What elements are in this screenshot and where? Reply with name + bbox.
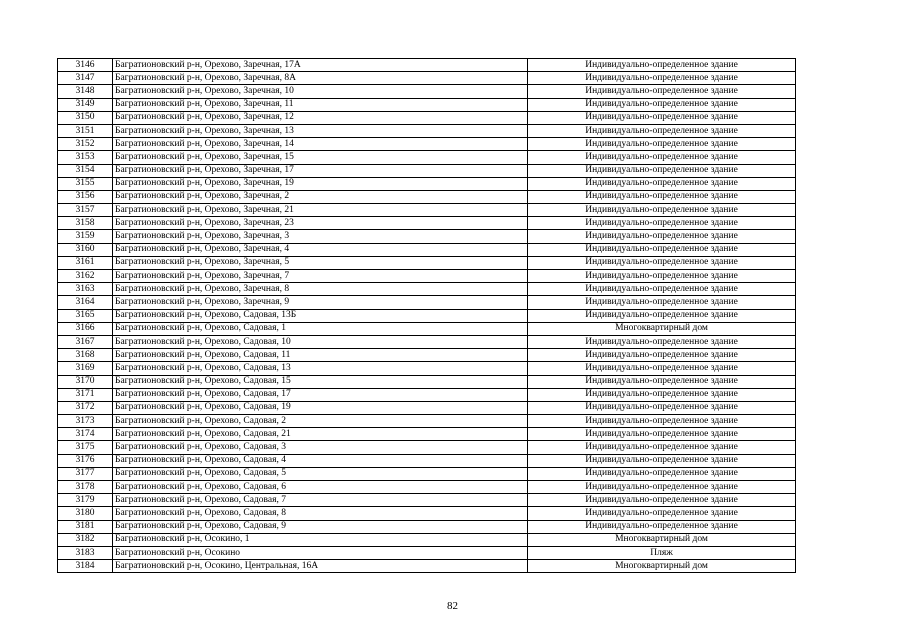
row-number: 3177	[58, 467, 113, 480]
table-row	[58, 177, 796, 190]
row-object-type: Индивидуально-определенное здание	[528, 270, 796, 283]
row-object-type: Индивидуально-определенное здание	[528, 151, 796, 164]
row-number: 3149	[58, 98, 113, 111]
row-object-type: Индивидуально-определенное здание	[528, 520, 796, 533]
row-number: 3171	[58, 388, 113, 401]
table-row	[58, 230, 796, 243]
table-row	[58, 454, 796, 467]
row-number: 3179	[58, 494, 113, 507]
table-row	[58, 335, 796, 348]
row-number: 3165	[58, 309, 113, 322]
table-row	[58, 428, 796, 441]
row-number: 3155	[58, 177, 113, 190]
row-number: 3176	[58, 454, 113, 467]
row-address: Багратионовский р-н, Орехово, Садовая, 21	[113, 428, 528, 441]
row-object-type: Индивидуально-определенное здание	[528, 204, 796, 217]
row-address: Багратионовский р-н, Орехово, Заречная, 14	[113, 138, 528, 151]
row-address: Багратионовский р-н, Орехово, Заречная, 8А	[113, 72, 528, 85]
row-address: Багратионовский р-н, Орехово, Садовая, 4	[113, 454, 528, 467]
row-address: Багратионовский р-н, Орехово, Заречная, 5	[113, 256, 528, 269]
row-address: Багратионовский р-н, Орехово, Заречная, 8	[113, 283, 528, 296]
row-object-type: Индивидуально-определенное здание	[528, 217, 796, 230]
row-number: 3152	[58, 138, 113, 151]
row-number: 3182	[58, 533, 113, 546]
row-number: 3159	[58, 230, 113, 243]
table-row	[58, 362, 796, 375]
address-table-body	[58, 59, 796, 573]
row-object-type: Индивидуально-определенное здание	[528, 111, 796, 124]
row-number: 3168	[58, 349, 113, 362]
table-row	[58, 481, 796, 494]
row-address: Багратионовский р-н, Орехово, Заречная, 13	[113, 124, 528, 137]
row-object-type: Индивидуально-определенное здание	[528, 72, 796, 85]
row-number: 3162	[58, 270, 113, 283]
row-address: Багратионовский р-н, Орехово, Заречная, 21	[113, 204, 528, 217]
row-number: 3184	[58, 560, 113, 573]
table-row	[58, 533, 796, 546]
row-address: Багратионовский р-н, Орехово, Садовая, 1	[113, 322, 528, 335]
row-object-type: Индивидуально-определенное здание	[528, 375, 796, 388]
row-address: Багратионовский р-н, Орехово, Садовая, 5	[113, 467, 528, 480]
row-number: 3151	[58, 124, 113, 137]
row-address: Багратионовский р-н, Орехово, Садовая, 11	[113, 349, 528, 362]
row-address: Багратионовский р-н, Орехово, Заречная, 19	[113, 177, 528, 190]
row-address: Багратионовский р-н, Орехово, Заречная, 9	[113, 296, 528, 309]
table-row	[58, 560, 796, 573]
table-row	[58, 85, 796, 98]
table-row	[58, 151, 796, 164]
row-address: Багратионовский р-н, Орехово, Заречная, 2	[113, 190, 528, 203]
row-number: 3173	[58, 415, 113, 428]
row-object-type: Индивидуально-определенное здание	[528, 441, 796, 454]
row-number: 3154	[58, 164, 113, 177]
row-number: 3146	[58, 59, 113, 72]
table-row	[58, 401, 796, 414]
table-row	[58, 270, 796, 283]
row-number: 3169	[58, 362, 113, 375]
row-number: 3183	[58, 546, 113, 559]
row-number: 3174	[58, 428, 113, 441]
row-object-type: Индивидуально-определенное здание	[528, 349, 796, 362]
table-row	[58, 375, 796, 388]
table-row	[58, 388, 796, 401]
row-address: Багратионовский р-н, Орехово, Заречная, 11	[113, 98, 528, 111]
table-row	[58, 138, 796, 151]
table-row	[58, 520, 796, 533]
row-address: Багратионовский р-н, Орехово, Заречная, 17	[113, 164, 528, 177]
row-object-type: Индивидуально-определенное здание	[528, 309, 796, 322]
row-address: Багратионовский р-н, Осокино, 1	[113, 533, 528, 546]
row-address: Багратионовский р-н, Орехово, Садовая, 9	[113, 520, 528, 533]
table-row	[58, 283, 796, 296]
table-row	[58, 256, 796, 269]
row-address: Багратионовский р-н, Осокино, Центральная, 16А	[113, 560, 528, 573]
row-number: 3163	[58, 283, 113, 296]
row-object-type: Индивидуально-определенное здание	[528, 98, 796, 111]
row-number: 3153	[58, 151, 113, 164]
table-row	[58, 111, 796, 124]
row-object-type: Индивидуально-определенное здание	[528, 138, 796, 151]
row-number: 3178	[58, 481, 113, 494]
table-row	[58, 59, 796, 72]
row-address: Багратионовский р-н, Орехово, Садовая, 10	[113, 335, 528, 348]
row-number: 3160	[58, 243, 113, 256]
row-address: Багратионовский р-н, Орехово, Садовая, 8	[113, 507, 528, 520]
table-row	[58, 164, 796, 177]
row-number: 3170	[58, 375, 113, 388]
row-number: 3161	[58, 256, 113, 269]
row-address: Багратионовский р-н, Орехово, Садовая, 15	[113, 375, 528, 388]
address-table	[57, 58, 796, 573]
row-address: Багратионовский р-н, Орехово, Заречная, 17А	[113, 59, 528, 72]
row-object-type: Индивидуально-определенное здание	[528, 164, 796, 177]
row-object-type: Пляж	[528, 546, 796, 559]
row-object-type: Индивидуально-определенное здание	[528, 507, 796, 520]
row-address: Багратионовский р-н, Орехово, Садовая, 6	[113, 481, 528, 494]
table-row	[58, 217, 796, 230]
row-object-type: Индивидуально-определенное здание	[528, 415, 796, 428]
table-row	[58, 507, 796, 520]
row-address: Багратионовский р-н, Осокино	[113, 546, 528, 559]
row-object-type: Индивидуально-определенное здание	[528, 362, 796, 375]
row-number: 3172	[58, 401, 113, 414]
table-row	[58, 441, 796, 454]
row-object-type: Индивидуально-определенное здание	[528, 283, 796, 296]
table-row	[58, 494, 796, 507]
row-address: Багратионовский р-н, Орехово, Заречная, 12	[113, 111, 528, 124]
row-object-type: Индивидуально-определенное здание	[528, 243, 796, 256]
row-number: 3147	[58, 72, 113, 85]
row-address: Багратионовский р-н, Орехово, Заречная, 15	[113, 151, 528, 164]
row-object-type: Индивидуально-определенное здание	[528, 388, 796, 401]
table-row	[58, 309, 796, 322]
row-object-type: Многоквартирный дом	[528, 560, 796, 573]
table-row	[58, 243, 796, 256]
row-object-type: Многоквартирный дом	[528, 533, 796, 546]
row-object-type: Индивидуально-определенное здание	[528, 59, 796, 72]
row-number: 3175	[58, 441, 113, 454]
table-row	[58, 296, 796, 309]
table-row	[58, 546, 796, 559]
table-row	[58, 190, 796, 203]
row-address: Багратионовский р-н, Орехово, Садовая, 19	[113, 401, 528, 414]
row-object-type: Индивидуально-определенное здание	[528, 230, 796, 243]
row-object-type: Индивидуально-определенное здание	[528, 85, 796, 98]
row-object-type: Индивидуально-определенное здание	[528, 481, 796, 494]
page-number: 82	[447, 600, 458, 612]
row-address: Багратионовский р-н, Орехово, Заречная, 7	[113, 270, 528, 283]
row-object-type: Индивидуально-определенное здание	[528, 124, 796, 137]
table-row	[58, 415, 796, 428]
row-number: 3167	[58, 335, 113, 348]
row-number: 3181	[58, 520, 113, 533]
row-object-type: Индивидуально-определенное здание	[528, 494, 796, 507]
row-object-type: Индивидуально-определенное здание	[528, 467, 796, 480]
row-object-type: Индивидуально-определенное здание	[528, 401, 796, 414]
row-address: Багратионовский р-н, Орехово, Садовая, 3	[113, 441, 528, 454]
row-number: 3158	[58, 217, 113, 230]
row-address: Багратионовский р-н, Орехово, Садовая, 2	[113, 415, 528, 428]
row-address: Багратионовский р-н, Орехово, Садовая, 17	[113, 388, 528, 401]
row-number: 3156	[58, 190, 113, 203]
table-row	[58, 98, 796, 111]
row-number: 3150	[58, 111, 113, 124]
row-object-type: Индивидуально-определенное здание	[528, 256, 796, 269]
table-row	[58, 349, 796, 362]
row-object-type: Индивидуально-определенное здание	[528, 335, 796, 348]
table-row	[58, 204, 796, 217]
row-number: 3164	[58, 296, 113, 309]
row-object-type: Индивидуально-определенное здание	[528, 177, 796, 190]
row-address: Багратионовский р-н, Орехово, Садовая, 7	[113, 494, 528, 507]
row-object-type: Индивидуально-определенное здание	[528, 454, 796, 467]
row-address: Багратионовский р-н, Орехово, Заречная, 10	[113, 85, 528, 98]
table-row	[58, 72, 796, 85]
row-address: Багратионовский р-н, Орехово, Садовая, 13Б	[113, 309, 528, 322]
row-number: 3157	[58, 204, 113, 217]
table-row	[58, 467, 796, 480]
row-address: Багратионовский р-н, Орехово, Заречная, 4	[113, 243, 528, 256]
row-address: Багратионовский р-н, Орехово, Садовая, 13	[113, 362, 528, 375]
row-number: 3180	[58, 507, 113, 520]
row-object-type: Индивидуально-определенное здание	[528, 428, 796, 441]
row-address: Багратионовский р-н, Орехово, Заречная, 3	[113, 230, 528, 243]
table-row	[58, 124, 796, 137]
row-object-type: Индивидуально-определенное здание	[528, 190, 796, 203]
row-object-type: Индивидуально-определенное здание	[528, 296, 796, 309]
row-number: 3166	[58, 322, 113, 335]
row-object-type: Многоквартирный дом	[528, 322, 796, 335]
table-row	[58, 322, 796, 335]
row-number: 3148	[58, 85, 113, 98]
row-address: Багратионовский р-н, Орехово, Заречная, 23	[113, 217, 528, 230]
